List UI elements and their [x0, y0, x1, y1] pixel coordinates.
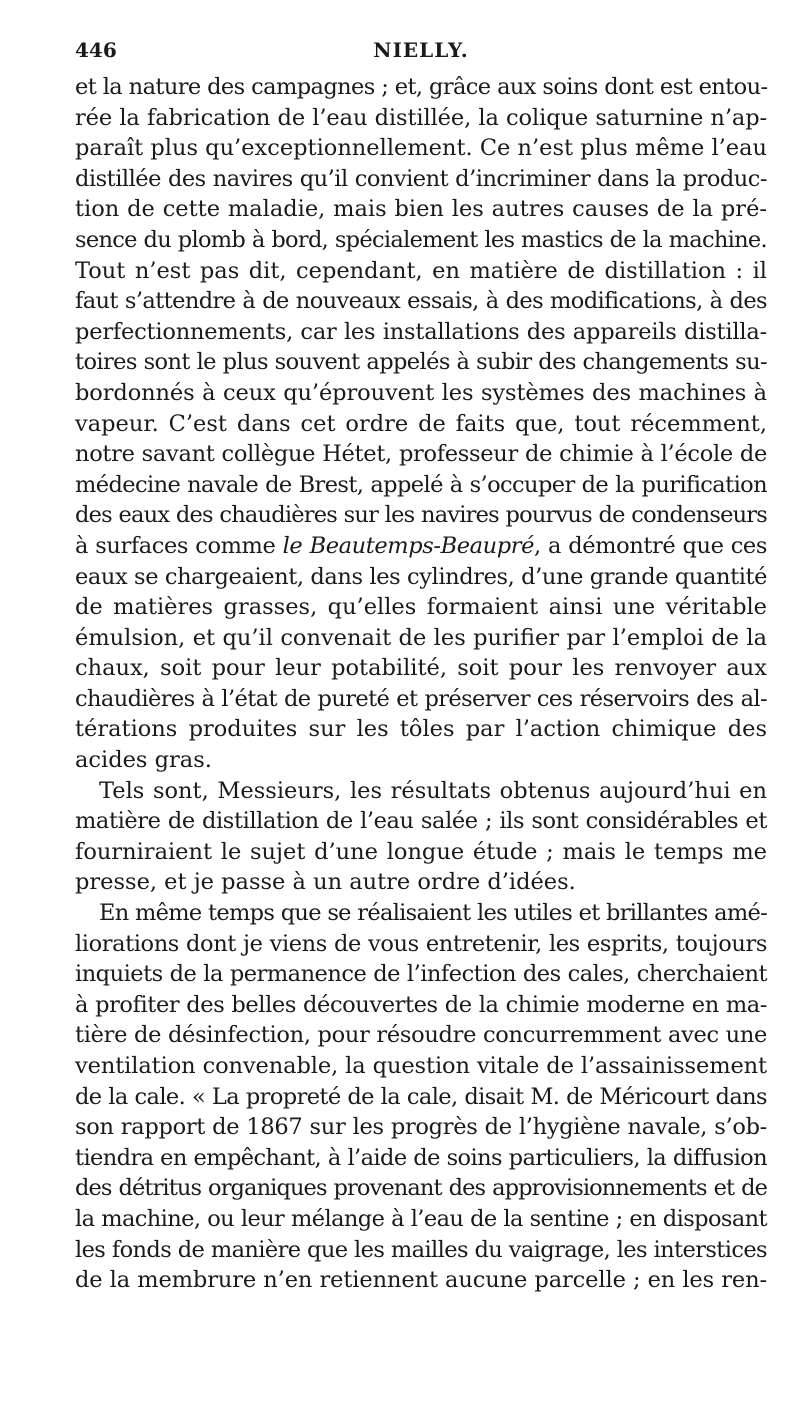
text-line: bordonnés à ceux qu’éprouvent les systèmes des machines à	[75, 379, 767, 406]
text-line: Tels sont, Messieurs, les résultats obtenus aujourd’hui en	[99, 777, 767, 804]
body-text	[75, 72, 767, 1296]
text-line: presse, et je passe à un autre ordre d’idées.	[75, 869, 576, 896]
text-line: les fonds de manière que les mailles du vaigrage, les interstices	[75, 1236, 767, 1263]
book-page	[75, 32, 767, 1296]
text-line: de matières grasses, qu’elles formaient ainsi une véritable	[75, 594, 767, 621]
text-line: En même temps que se réalisaient les utiles et brillantes amé-	[99, 900, 767, 927]
text-line: Tout n’est pas dit, cependant, en matière de distillation : il	[75, 257, 767, 284]
text-line: tière de désinfection, pour résoudre concurremment avec une	[75, 1022, 768, 1049]
text-line: la machine, ou leur mélange à l’eau de la sentine ; en disposant	[75, 1205, 767, 1232]
text-line: paraît plus qu’exceptionnellement. Ce n’est plus même l’eau	[75, 135, 768, 162]
text-line: tion de cette maladie, mais bien les autres causes de la pré-	[75, 196, 767, 223]
text-line: distillée des navires qu’il convient d’incriminer dans la produc-	[75, 165, 767, 192]
text-line: toires sont le plus souvent appelés à subir des changements su-	[75, 349, 767, 376]
text-line: liorations dont je viens de vous entretenir, les esprits, toujours	[75, 930, 767, 957]
text-line: fourniraient le sujet d’une longue étude ; mais le temps me	[75, 838, 767, 865]
text-line: de la cale. « La propreté de la cale, disait M. de Méricourt dans	[75, 1083, 767, 1110]
text-line: tiendra en empêchant, à l’aide de soins particuliers, la diffusion	[75, 1144, 767, 1171]
text-line: chaudières à l’état de pureté et préserver ces réservoirs des al-	[75, 685, 767, 712]
text-line: rée la fabrication de l’eau distillée, la colique saturnine n’ap-	[75, 104, 767, 131]
text-line: son rapport de 1867 sur les progrès de l’hygiène navale, s’ob-	[75, 1114, 767, 1141]
text-line: matière de distillation de l’eau salée ; ils sont considérables et	[75, 808, 767, 835]
page-number: 446	[75, 38, 117, 62]
text-line: de la membrure n’en retiennent aucune parcelle ; en les ren-	[75, 1267, 767, 1294]
text-line: émulsion, et qu’il convenait de les purifier par l’emploi de la	[75, 624, 767, 651]
running-head	[75, 32, 767, 72]
running-title: NIELLY.	[373, 38, 469, 62]
text-line: inquiets de la permanence de l’infection des cales, cherchaient	[75, 961, 767, 988]
text-line-with-italic	[75, 531, 767, 562]
text-line: chaux, soit pour leur potabilité, soit pour les renvoyer aux	[75, 655, 767, 682]
text-line: eaux se chargeaient, dans les cylindres, d’une grande quantité	[75, 563, 768, 590]
text-line: des détritus organiques provenant des approvisionnements et de	[75, 1175, 767, 1202]
text-line: acides gras.	[75, 747, 212, 774]
text-line: vapeur. C’est dans cet ordre de faits que, tout récemment,	[75, 410, 767, 437]
ship-name: le Beautemps-Beaupré	[282, 532, 535, 559]
text-line: des eaux des chaudières sur les navires pourvus de condenseurs	[75, 502, 767, 529]
text-line: et la nature des campagnes ; et, grâce aux soins dont est entou-	[75, 74, 768, 100]
text-line: médecine navale de Brest, appelé à s’occuper de la purification	[75, 471, 767, 498]
text-line: faut s’attendre à de nouveaux essais, à des modifications, à des	[75, 288, 767, 315]
text-line: notre savant collègue Hétet, professeur de chimie à l’école de	[75, 441, 767, 468]
text-line: à profiter des belles découvertes de la chimie moderne en ma-	[75, 991, 767, 1018]
text-line: térations produites sur les tôles par l’action chimique des	[75, 716, 767, 743]
text-line: perfectionnements, car les installations des appareils distilla-	[75, 318, 767, 345]
text-line: sence du plomb à bord, spécialement les mastics de la machine.	[75, 226, 767, 253]
text-line: ventilation convenable, la question vitale de l’assainissement	[75, 1053, 767, 1079]
text-fragment: , a démontré que ces	[534, 532, 767, 559]
text-fragment: à surfaces comme	[75, 532, 283, 559]
